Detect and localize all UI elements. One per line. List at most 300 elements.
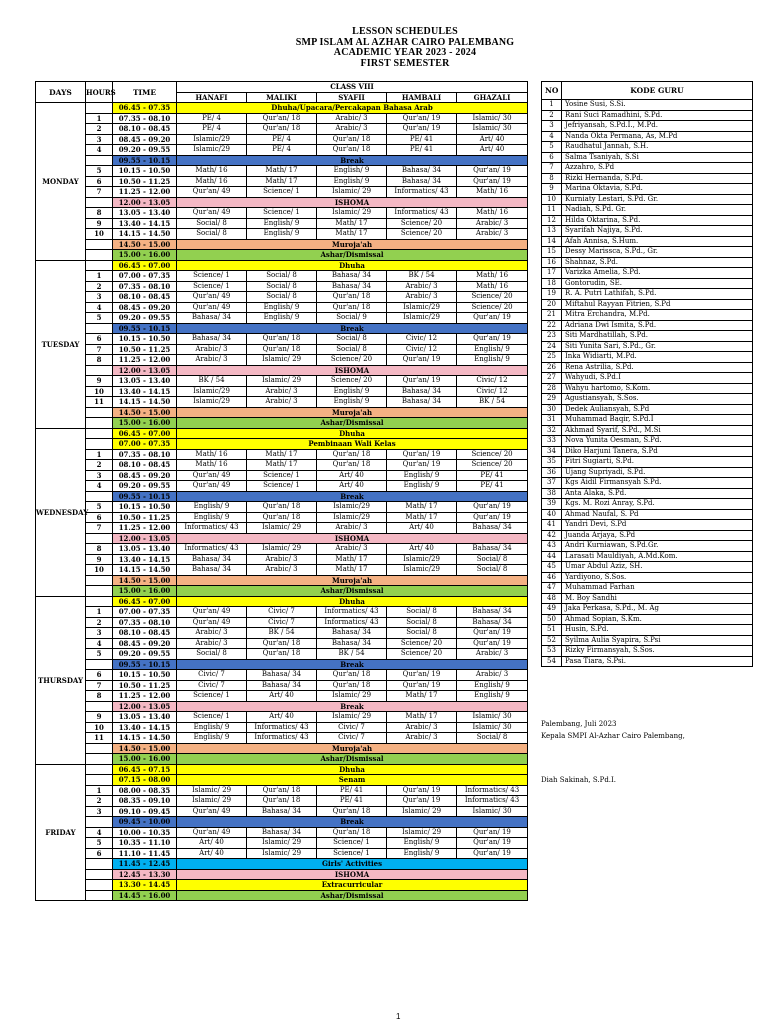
subject-cell: Qur'an/ 18 <box>317 449 387 460</box>
hours-cell: 1 <box>86 785 113 796</box>
schedule-row <box>36 418 528 429</box>
teacher-row <box>542 247 753 258</box>
subject-cell: Social/ 8 <box>387 628 457 639</box>
subject-cell: Civic/ 7 <box>317 733 387 744</box>
activity-cell: Break <box>177 491 528 502</box>
subject-cell: English/ 9 <box>317 176 387 187</box>
teacher-number: 2 <box>542 110 562 121</box>
subject-cell: Islamic/ 30 <box>457 113 528 124</box>
hours-cell: 1 <box>86 449 113 460</box>
time-cell: 08.10 - 08.45 <box>113 628 177 639</box>
subject-cell: Islamic/29 <box>387 302 457 313</box>
time-cell: 15.00 - 16.00 <box>113 418 177 429</box>
time-cell: 08.45 - 09.20 <box>113 302 177 313</box>
hours-cell: 11 <box>86 397 113 408</box>
hours-cell <box>86 701 113 712</box>
subject-cell: Social/ 8 <box>247 292 317 303</box>
subject-cell: English/ 9 <box>177 512 247 523</box>
kode-guru-header: KODE GURU <box>562 82 753 100</box>
schedule-row <box>36 523 528 534</box>
subject-cell: Bahasa/ 34 <box>317 628 387 639</box>
activity-cell: Dhuha <box>177 764 528 775</box>
day-label: WEDNESDAY <box>36 428 86 596</box>
teacher-name: Hilda Oktarina, S.Pd. <box>562 215 753 226</box>
time-cell: 14.15 - 14.50 <box>113 565 177 576</box>
teacher-number: 38 <box>542 488 562 499</box>
subject-cell: Math/ 17 <box>317 218 387 229</box>
time-cell: 13.05 - 13.40 <box>113 712 177 723</box>
activity-cell: ISHOMA <box>177 533 528 544</box>
time-cell: 10.50 - 11.25 <box>113 344 177 355</box>
schedule-row <box>36 785 528 796</box>
subject-cell: Qur'an/ 19 <box>387 785 457 796</box>
subject-cell: Math/ 16 <box>457 208 528 219</box>
teacher-name: Rizky Firmansyah, S.Sos. <box>562 646 753 657</box>
hours-cell: 9 <box>86 554 113 565</box>
teacher-number: 16 <box>542 257 562 268</box>
subject-cell: Bahasa/ 34 <box>247 806 317 817</box>
time-cell: 08.35 - 09.10 <box>113 796 177 807</box>
subject-cell: Math/ 17 <box>387 691 457 702</box>
subject-cell: BK / 54 <box>177 376 247 387</box>
teacher-name: Yardiyono, S.Sos. <box>562 572 753 583</box>
time-cell: 10.35 - 11.10 <box>113 838 177 849</box>
teacher-row <box>542 310 753 321</box>
hours-cell <box>86 323 113 334</box>
time-cell: 08.10 - 08.45 <box>113 460 177 471</box>
activity-cell: Ashar/Dismissal <box>177 418 528 429</box>
subject-cell: Arabic/ 3 <box>457 670 528 681</box>
teacher-row <box>542 373 753 384</box>
subject-cell: Qur'an/ 19 <box>387 449 457 460</box>
schedule-row <box>36 880 528 891</box>
hours-cell: 10 <box>86 386 113 397</box>
subject-cell: Qur'an/ 19 <box>387 460 457 471</box>
schedule-row <box>36 176 528 187</box>
subject-cell: Civic/ 7 <box>317 722 387 733</box>
schedule-row <box>36 218 528 229</box>
teacher-number: 28 <box>542 383 562 394</box>
subject-cell: Arabic/ 3 <box>387 292 457 303</box>
subject-cell: Arabic/ 3 <box>247 386 317 397</box>
schedule-row <box>36 890 528 901</box>
schedule-row <box>36 407 528 418</box>
time-cell: 07.35 - 08.10 <box>113 617 177 628</box>
teacher-name: Jefriyansah, S.Pd.I., M.Pd. <box>562 121 753 132</box>
signature-name: Diah Sakinah, S.Pd.I. <box>541 776 617 784</box>
class-ghazali-header: GHAZALI <box>457 92 528 103</box>
time-cell: 10.15 - 10.50 <box>113 334 177 345</box>
activity-cell: ISHOMA <box>177 197 528 208</box>
subject-cell: Islamic/ 29 <box>247 523 317 534</box>
teacher-name: Pasa Tiara, S.Psi. <box>562 656 753 667</box>
hours-cell: 7 <box>86 523 113 534</box>
teacher-row <box>542 593 753 604</box>
activity-cell: Break <box>177 701 528 712</box>
time-cell: 11.45 - 12.45 <box>113 859 177 870</box>
subject-cell: Qur'an/ 18 <box>247 344 317 355</box>
teacher-row <box>542 278 753 289</box>
time-cell: 12.00 - 13.05 <box>113 365 177 376</box>
subject-cell: Bahasa/ 34 <box>457 617 528 628</box>
subject-cell: Bahasa/ 34 <box>457 607 528 618</box>
activity-cell: Muroja'ah <box>177 743 528 754</box>
subject-cell: BK / 54 <box>457 397 528 408</box>
subject-cell: Social/ 8 <box>387 607 457 618</box>
time-cell: 08.10 - 08.45 <box>113 292 177 303</box>
teacher-name: Nanda Okta Permana, As, M.Pd <box>562 131 753 142</box>
teacher-number: 44 <box>542 551 562 562</box>
hours-cell: 4 <box>86 302 113 313</box>
teacher-name: Akhmad Syarif, S.Pd., M.Si <box>562 425 753 436</box>
teacher-row <box>542 173 753 184</box>
subject-cell: Qur'an/ 49 <box>177 481 247 492</box>
teacher-row <box>542 383 753 394</box>
teacher-number: 26 <box>542 362 562 373</box>
activity-cell: Break <box>177 155 528 166</box>
time-cell: 14.15 - 14.50 <box>113 229 177 240</box>
teacher-name: Agustiansyah, S.Sos. <box>562 394 753 405</box>
schedule-row <box>36 733 528 744</box>
hours-cell <box>86 155 113 166</box>
subject-cell: Science/ 20 <box>387 649 457 660</box>
subject-cell: Social/ 8 <box>177 218 247 229</box>
hours-cell: 5 <box>86 502 113 513</box>
subject-cell: Islamic/29 <box>387 313 457 324</box>
subject-cell: Science/ 1 <box>247 470 317 481</box>
subject-cell: Art/ 40 <box>177 848 247 859</box>
subject-cell: PE/ 41 <box>387 145 457 156</box>
subject-cell: Science/ 1 <box>177 271 247 282</box>
hours-cell: 2 <box>86 460 113 471</box>
schedule-row <box>36 764 528 775</box>
teacher-row <box>542 131 753 142</box>
subject-cell: Informatics/ 43 <box>247 733 317 744</box>
hours-cell: 1 <box>86 607 113 618</box>
teacher-number: 45 <box>542 562 562 573</box>
activity-cell: Muroja'ah <box>177 407 528 418</box>
schedule-row <box>36 596 528 607</box>
activity-cell: Muroja'ah <box>177 239 528 250</box>
hours-cell <box>86 869 113 880</box>
schedule-row <box>36 628 528 639</box>
subject-cell: Bahasa/ 34 <box>387 386 457 397</box>
subject-cell: Qur'an/ 19 <box>387 355 457 366</box>
time-cell: 07.35 - 08.10 <box>113 281 177 292</box>
hours-cell <box>86 659 113 670</box>
teacher-number: 54 <box>542 656 562 667</box>
schedule-row <box>36 701 528 712</box>
subject-cell: Islamic/ 29 <box>247 848 317 859</box>
signature-place-date: Palembang, Juli 2023 <box>541 720 617 728</box>
teacher-row <box>542 509 753 520</box>
subject-cell: Qur'an/ 19 <box>457 512 528 523</box>
activity-cell: Dhuha <box>177 260 528 271</box>
schedule-row <box>36 428 528 439</box>
schedule-row <box>36 554 528 565</box>
time-cell: 09.55 - 10.15 <box>113 491 177 502</box>
time-cell: 09.55 - 10.15 <box>113 659 177 670</box>
hours-cell: 8 <box>86 208 113 219</box>
subject-cell: Qur'an/ 49 <box>177 292 247 303</box>
day-label: TUESDAY <box>36 260 86 428</box>
teacher-name: Jaka Perkasa, S.Pd., M. Ag <box>562 604 753 615</box>
hours-cell: 10 <box>86 722 113 733</box>
subject-cell: Science/ 1 <box>317 848 387 859</box>
hours-cell: 6 <box>86 848 113 859</box>
teacher-number: 34 <box>542 446 562 457</box>
teacher-name: Nova Yunita Oesman, S.Pd. <box>562 436 753 447</box>
hours-cell: 6 <box>86 512 113 523</box>
subject-cell: Math/ 17 <box>247 449 317 460</box>
teacher-number: 10 <box>542 194 562 205</box>
schedule-row <box>36 470 528 481</box>
subject-cell: PE/ 41 <box>457 481 528 492</box>
subject-cell: Qur'an/ 18 <box>247 124 317 135</box>
schedule-row <box>36 134 528 145</box>
teacher-name: Ahmad Sopian, S.Km. <box>562 614 753 625</box>
subject-cell: Islamic/ 29 <box>317 691 387 702</box>
subject-cell: Islamic/29 <box>177 145 247 156</box>
subject-cell: Arabic/ 3 <box>387 281 457 292</box>
subject-cell: Arabic/ 3 <box>317 523 387 534</box>
subject-cell: English/ 9 <box>387 838 457 849</box>
teacher-number: 30 <box>542 404 562 415</box>
subject-cell: Qur'an/ 19 <box>387 796 457 807</box>
schedule-row <box>36 544 528 555</box>
time-cell: 09.20 - 09.55 <box>113 145 177 156</box>
teacher-name: Juanda Arjaya, S.Pd <box>562 530 753 541</box>
teacher-row <box>542 467 753 478</box>
schedule-row <box>36 491 528 502</box>
subject-cell: English/ 9 <box>247 302 317 313</box>
teacher-row <box>542 194 753 205</box>
no-header: NO <box>542 82 562 100</box>
hours-cell: 1 <box>86 271 113 282</box>
hours-cell: 6 <box>86 670 113 681</box>
subject-cell: English/ 9 <box>177 502 247 513</box>
hours-cell <box>86 764 113 775</box>
schedule-row <box>36 229 528 240</box>
teacher-name: Siti Yunita Sari, S.Pd., Gr. <box>562 341 753 352</box>
teacher-name: Kurniaty Lestari, S.Pd. Gr. <box>562 194 753 205</box>
subject-cell: Qur'an/ 49 <box>177 208 247 219</box>
teacher-number: 40 <box>542 509 562 520</box>
time-cell: 06.45 - 07.00 <box>113 596 177 607</box>
teacher-number: 18 <box>542 278 562 289</box>
teacher-row <box>542 184 753 195</box>
activity-cell: Muroja'ah <box>177 575 528 586</box>
time-cell: 07.15 - 08.00 <box>113 775 177 786</box>
subject-cell: Math/ 16 <box>457 281 528 292</box>
teacher-number: 5 <box>542 142 562 153</box>
subject-cell: Math/ 16 <box>457 187 528 198</box>
subject-cell: Qur'an/ 19 <box>457 638 528 649</box>
teacher-row <box>542 604 753 615</box>
hours-cell: 7 <box>86 680 113 691</box>
schedule-row <box>36 460 528 471</box>
subject-cell: Bahasa/ 34 <box>247 827 317 838</box>
teacher-row <box>542 362 753 373</box>
time-cell: 12.00 - 13.05 <box>113 701 177 712</box>
teacher-number: 6 <box>542 152 562 163</box>
schedule-row <box>36 565 528 576</box>
time-cell: 14.15 - 14.50 <box>113 397 177 408</box>
subject-cell: Bahasa/ 34 <box>317 281 387 292</box>
subject-cell: Islamic/29 <box>317 502 387 513</box>
subject-cell: Bahasa/ 34 <box>387 176 457 187</box>
hours-cell: 6 <box>86 176 113 187</box>
hours-cell: 3 <box>86 470 113 481</box>
schedule-row <box>36 281 528 292</box>
subject-cell: Islamic/29 <box>177 397 247 408</box>
subject-cell: English/ 9 <box>387 848 457 859</box>
time-cell: 15.00 - 16.00 <box>113 754 177 765</box>
time-cell: 08.10 - 08.45 <box>113 124 177 135</box>
hours-cell <box>86 407 113 418</box>
subject-cell: English/ 9 <box>317 166 387 177</box>
schedule-row <box>36 145 528 156</box>
day-label: MONDAY <box>36 103 86 261</box>
subject-cell: Science/ 20 <box>457 292 528 303</box>
schedule-row <box>36 208 528 219</box>
time-cell: 12.00 - 13.05 <box>113 533 177 544</box>
hours-cell <box>86 817 113 828</box>
time-cell: 11.25 - 12.00 <box>113 523 177 534</box>
teacher-name: Varizka Amelia, S.Pd. <box>562 268 753 279</box>
subject-cell: Social/ 8 <box>317 334 387 345</box>
hours-cell: 9 <box>86 376 113 387</box>
subject-cell: Informatics/ 43 <box>457 785 528 796</box>
teacher-row <box>542 541 753 552</box>
hours-cell <box>86 103 113 114</box>
subject-cell: Bahasa/ 34 <box>457 523 528 534</box>
subject-cell: Art/ 40 <box>177 838 247 849</box>
subject-cell: Islamic/29 <box>177 386 247 397</box>
teacher-row <box>542 215 753 226</box>
teacher-name: Yandri Devi, S.Pd <box>562 520 753 531</box>
time-cell: 11.10 - 11.45 <box>113 848 177 859</box>
schedule-row <box>36 124 528 135</box>
teacher-number: 41 <box>542 520 562 531</box>
teacher-row <box>542 100 753 111</box>
teacher-name: Ujang Supriyadi, S.Pd. <box>562 467 753 478</box>
subject-cell: Qur'an/ 19 <box>457 848 528 859</box>
subject-cell: PE/ 41 <box>317 785 387 796</box>
subject-cell: Social/ 8 <box>317 344 387 355</box>
teacher-number: 39 <box>542 499 562 510</box>
hours-cell <box>86 491 113 502</box>
teacher-name: Andri Kurniawan, S.Pd.Gr. <box>562 541 753 552</box>
hours-cell <box>86 575 113 586</box>
teacher-number: 23 <box>542 331 562 342</box>
hours-cell: 2 <box>86 617 113 628</box>
schedule-row <box>36 271 528 282</box>
subject-cell: Math/ 17 <box>247 166 317 177</box>
teacher-row <box>542 656 753 667</box>
schedule-row <box>36 512 528 523</box>
subject-cell: Qur'an/ 49 <box>177 187 247 198</box>
hours-cell <box>86 260 113 271</box>
schedule-row <box>36 197 528 208</box>
schedule-row <box>36 187 528 198</box>
teacher-name: Syilma Aulia Syapira, S.Psi <box>562 635 753 646</box>
subject-cell: Arabic/ 3 <box>177 638 247 649</box>
teacher-row <box>542 625 753 636</box>
subject-cell: BK / 54 <box>387 271 457 282</box>
teacher-name: M. Boy Sandhi <box>562 593 753 604</box>
hours-cell: 10 <box>86 229 113 240</box>
teacher-row <box>542 551 753 562</box>
teacher-number: 49 <box>542 604 562 615</box>
subject-cell: Art/ 40 <box>247 691 317 702</box>
hours-cell: 1 <box>86 113 113 124</box>
hours-cell <box>86 239 113 250</box>
teacher-number: 11 <box>542 205 562 216</box>
subject-cell: Qur'an/ 19 <box>457 827 528 838</box>
hours-cell: 2 <box>86 281 113 292</box>
activity-cell: Dhuha/Upacara/Percakapan Bahasa Arab <box>177 103 528 114</box>
teacher-name: Rani Suci Ramadhini, S.Pd. <box>562 110 753 121</box>
time-cell: 15.00 - 16.00 <box>113 586 177 597</box>
subject-cell: Qur'an/ 19 <box>387 670 457 681</box>
subject-cell: Islamic/ 30 <box>457 806 528 817</box>
teacher-number: 8 <box>542 173 562 184</box>
subject-cell: Science/ 20 <box>457 449 528 460</box>
time-cell: 10.50 - 11.25 <box>113 512 177 523</box>
time-cell: 07.35 - 08.10 <box>113 449 177 460</box>
subject-cell: Science/ 1 <box>247 208 317 219</box>
teacher-number: 17 <box>542 268 562 279</box>
subject-cell: Informatics/ 43 <box>317 607 387 618</box>
subject-cell: Bahasa/ 34 <box>177 565 247 576</box>
schedule-row <box>36 155 528 166</box>
teacher-number: 4 <box>542 131 562 142</box>
subject-cell: Bahasa/ 34 <box>247 670 317 681</box>
time-cell: 12.45 - 13.30 <box>113 869 177 880</box>
teacher-number: 20 <box>542 299 562 310</box>
teacher-row <box>542 520 753 531</box>
subject-cell: English/ 9 <box>387 470 457 481</box>
teacher-number: 1 <box>542 100 562 111</box>
days-header: DAYS <box>36 82 86 103</box>
teacher-code-table <box>541 81 753 667</box>
schedule-row <box>36 239 528 250</box>
subject-cell: Art/ 40 <box>247 712 317 723</box>
teacher-row <box>542 152 753 163</box>
teacher-name: Nadiah, S.Pd. Gr. <box>562 205 753 216</box>
subject-cell: Math/ 17 <box>317 229 387 240</box>
subject-cell: Qur'an/ 18 <box>247 502 317 513</box>
subject-cell: PE/ 4 <box>247 134 317 145</box>
teacher-number: 50 <box>542 614 562 625</box>
subject-cell: English/ 9 <box>317 397 387 408</box>
class-hambali-header: HAMBALI <box>387 92 457 103</box>
subject-cell: Bahasa/ 34 <box>177 334 247 345</box>
hours-cell: 5 <box>86 166 113 177</box>
subject-cell: Arabic/ 3 <box>387 722 457 733</box>
hours-cell <box>86 880 113 891</box>
hours-cell: 7 <box>86 344 113 355</box>
subject-cell: Qur'an/ 19 <box>387 124 457 135</box>
teacher-number: 42 <box>542 530 562 541</box>
subject-cell: Art/ 40 <box>317 470 387 481</box>
subject-cell: PE/ 41 <box>457 470 528 481</box>
subject-cell: Qur'an/ 19 <box>457 166 528 177</box>
subject-cell: Arabic/ 3 <box>317 124 387 135</box>
subject-cell: Arabic/ 3 <box>317 113 387 124</box>
subject-cell: Science/ 20 <box>317 376 387 387</box>
